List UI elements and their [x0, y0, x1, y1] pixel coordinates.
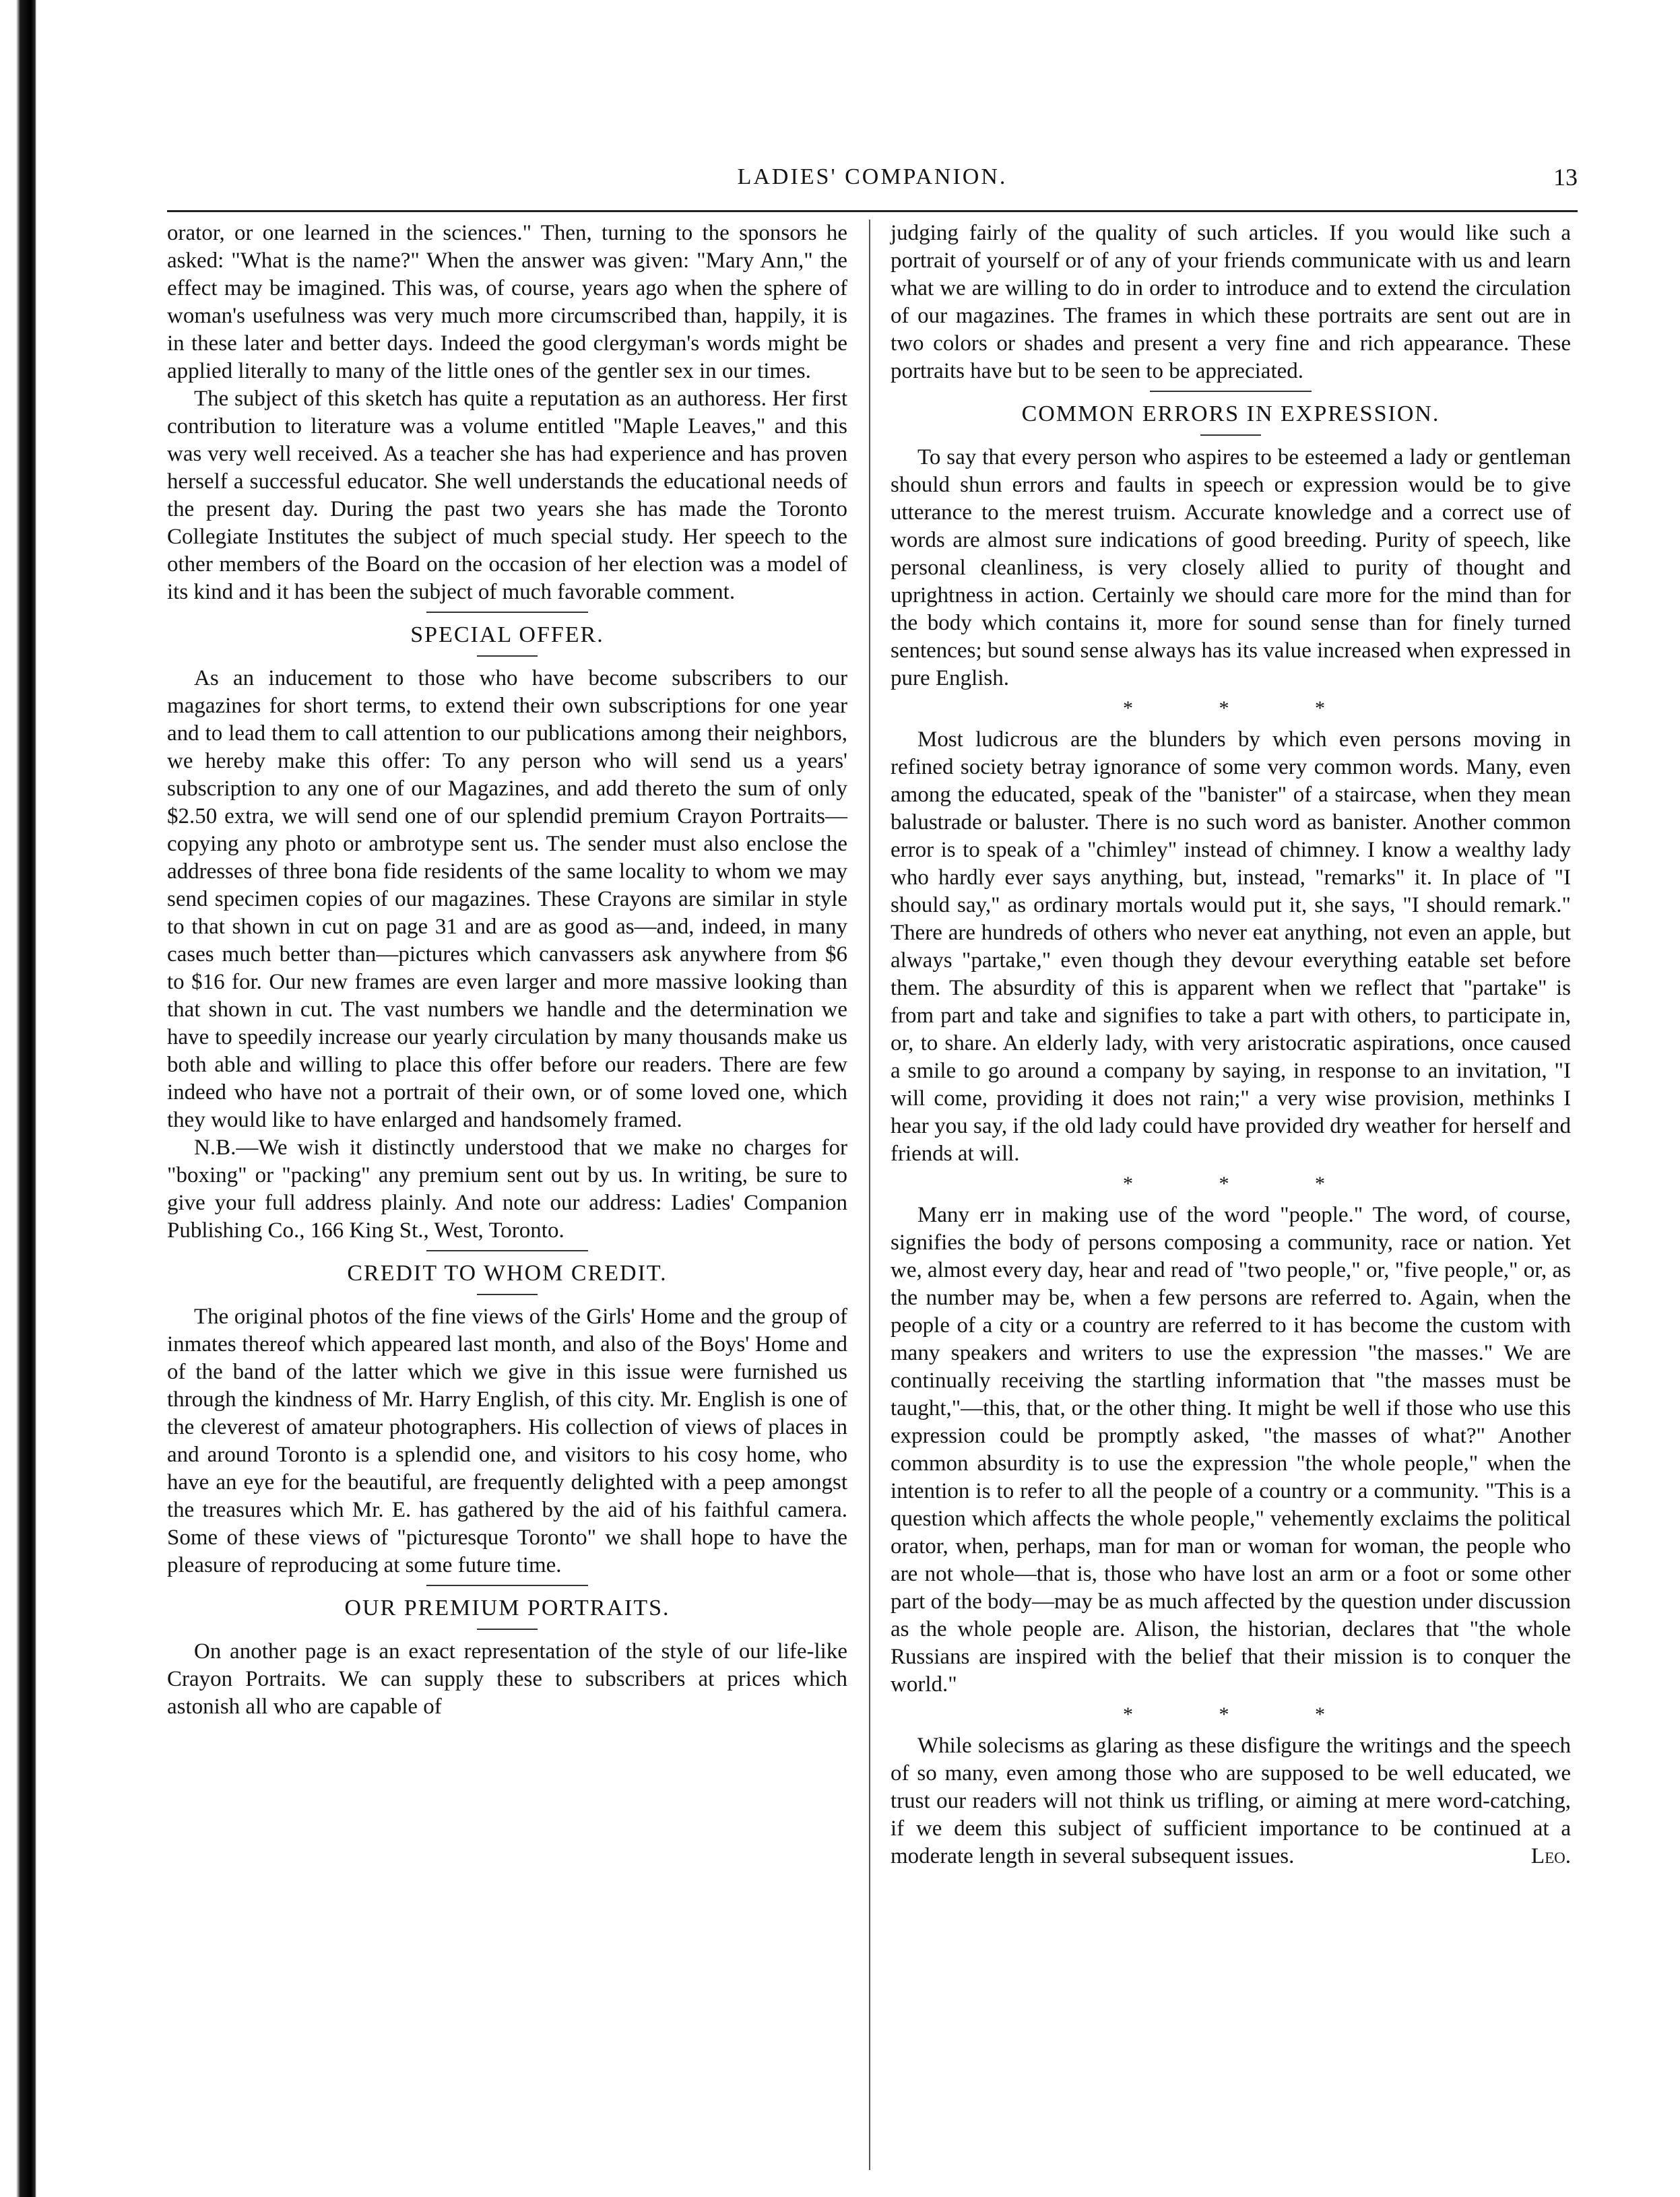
column-divider — [869, 220, 870, 2170]
common-errors-paragraph-4 — [891, 1732, 1571, 1870]
left-column — [167, 220, 847, 1721]
credit-heading: CREDIT TO WHOM CREDIT. — [167, 1259, 847, 1287]
intro-paragraph-2: The subject of this sketch has quite a reputation as an authoress. Her first contribution to literature was a volume entitled "Maple Leaves," and this was very well received. As a teacher she has had experience and has proven herself a successful educator. She well understands the educational needs of the present day. During the past two years she has made the Toronto Collegiate Institutes the subject of much special study. Her speech to the other members of the Board on the occasion of her election was a model of its kind and it has been the subject of much favorable comment. — [167, 387, 847, 604]
premium-portraits-heading: OUR PREMIUM PORTRAITS. — [167, 1594, 847, 1622]
running-title: LADIES' COMPANION. — [737, 164, 1008, 189]
common-errors-paragraph-2: Most ludicrous are the blunders by which even persons moving in refined society betray ignorance of some very common words. Many, even among the educated, speak of the "banister" of a staircase, when they mean balustrade or baluster. There is no such word as banister. Another common error is to speak of a "chimley" instead of chimney. I know a wealthy lady who hardly ever says anything, but, instead, "remarks" it. In place of "I should say," as ordinary mortals would put it, she says, "I should remark." There are hundreds of others who never eat anything, not even an apple, but always "partake," even though they devour everything eatable set before them. The absurdity of this is apparent when we reflect that "partake" is from part and take and signifies to take a part with others, to participate in, or, to share. An elderly lady, with very aristocratic aspirations, once caused a smile to go around a company by saying, in response to an invitation, "I will come, providing it does not rain;" a very wise provision, methinks I hear you say, if the old lady could have provided dry weather for herself and friends at will. — [891, 727, 1571, 1166]
right-column — [891, 220, 1571, 1870]
page-binding-edge — [16, 0, 36, 2197]
credit-paragraph: The original photos of the fine views of the Girls' Home and the group of inmates thereof which appeared last month, and also of the Boys' Home and of the band of the latter which we give in this issue were furnished us through the kindness of Mr. Harry English, of this city. Mr. English is one of the cleverest of amateur photographers. His collection of views of places in and around Toronto is a splendid one, and visitors to his cosy home, who have an eye for the beautiful, are frequently delighted with a peep amongst the treasures which Mr. E. has gathered by the aid of his faithful camera. Some of these views of "picturesque Toronto" we shall hope to have the pleasure of reproducing at some future time. — [167, 1305, 847, 1577]
page-header — [167, 160, 1578, 201]
common-errors-paragraph-4-text: While solecisms as glaring as these disfigure the writings and the speech of so many, even among those who are supposed to be well educated, we trust our readers will not think us trifling, or aiming at mere word-catching, if we deem this subject of sufficient importance to be continued at a moderate length in several subsequent issues. — [891, 1734, 1571, 1868]
common-errors-heading: COMMON ERRORS IN EXPRESSION. — [891, 400, 1571, 428]
intro-paragraph-1: orator, or one learned in the sciences." Then, turning to the sponsors he asked: "What is the name?" When the answer was given: "Mary Ann," the effect may be imagined. This was, of course, years ago when the sphere of woman's usefulness was very much more circumscribed than, happily, it is in these later and better days. Indeed the good clergyman's words might be applied literally to many of the little ones of the gentler sex in our times. — [167, 221, 847, 383]
premium-portraits-continued: judging fairly of the quality of such articles. If you would like such a portrait of yourself or of any of your friends communicate with us and learn what we are willing to do in order to introduce and to extend the circulation of our magazines. The frames in which these portraits are sent out are in two colors or shades and present a very fine and rich appearance. These portraits have but to be seen to be appreciated. — [891, 221, 1571, 383]
page-number: 13 — [1553, 164, 1578, 191]
special-offer-note: N.B.—We wish it distinctly understood that we make no charges for "boxing" or "packing" any premium sent out by us. In writing, be sure to give your full address plainly. And note our address: Ladies' Companion Publishing Co., 166 King St., West, Toronto. — [167, 1136, 847, 1243]
section-stars-1: * * * — [1123, 697, 1365, 719]
author-signature: Leo. — [1530, 1844, 1571, 1868]
common-errors-paragraph-3: Many err in making use of the word "people." The word, of course, signifies the body of persons composing a community, race or nation. Yet we, almost every day, hear and read of "two people," or, "five people," or, as the number may be, when a few persons are referred to. Again, when the people of a city or a country are referred to it has become the custom with many speakers and writers to use the expression "the masses." We are continually receiving the startling information that "the masses must be taught,"—this, that, or the other thing. It might be well if those who use this expression could be promptly asked, "the masses of what?" Another common absurdity is to use the expression "the whole people," when the intention is to refer to all the people of a country or a community. "This is a question which affects the whole people," vehemently exclaims the political orator, when, perhaps, man for man or woman for woman, the people who are not whole—that is, those who have lost an arm or a foot or some other part of the body—may be as much affected by the question under discussion as the whole people are. Alison, the historian, declares that "the whole Russians are inspired with the belief that their mission is to conquer the world." — [891, 1203, 1571, 1697]
section-stars-3: * * * — [1123, 1703, 1365, 1726]
special-offer-heading: SPECIAL OFFER. — [167, 621, 847, 649]
common-errors-paragraph-1: To say that every person who aspires to be esteemed a lady or gentleman should shun errors and faults in speech or expression would be to give utterance to the merest truism. Accurate knowledge and a correct use of words are almost sure indications of good breeding. Purity of speech, like personal cleanliness, is very closely allied to purity of thought and uprightness in action. Certainly we should care more for the mind than for the body which contains it, more for sound sense than for finely turned sentences; but sound sense always has its value increased when expressed in pure English. — [891, 445, 1571, 690]
special-offer-paragraph: As an inducement to those who have become subscribers to our magazines for short terms, to extend their own subscriptions for one year and to lead them to call attention to our publications among their neighbors, we hereby make this offer: To any person who will send us a years' subscription to any one of our Magazines, and add thereto the sum of only $2.50 extra, we will send one of our splendid premium Crayon Portraits—copying any photo or ambrotype sent us. The sender must also enclose the addresses of three bona fide residents of the same locality to whom we may send specimen copies of our magazines. These Crayons are similar in style to that shown in cut on page 31 and are as good as—and, indeed, in many cases much better than—pictures which canvassers ask anywhere from $6 to $16 for. Our new frames are even larger and more massive looking than that shown in cut. The vast numbers we handle and the determination we have to speedily increase our yearly circulation by many thousands make us both able and willing to place this offer before our readers. There are few indeed who have not a portrait of their own, or of some loved one, which they would like to have enlarged and handsomely framed. — [167, 666, 847, 1132]
header-rule — [167, 210, 1578, 212]
section-stars-2: * * * — [1123, 1173, 1365, 1195]
premium-portraits-paragraph: On another page is an exact representation of the style of our life-like Crayon Portraits. We can supply these to subscribers at prices which astonish all who are capable of — [167, 1639, 847, 1719]
